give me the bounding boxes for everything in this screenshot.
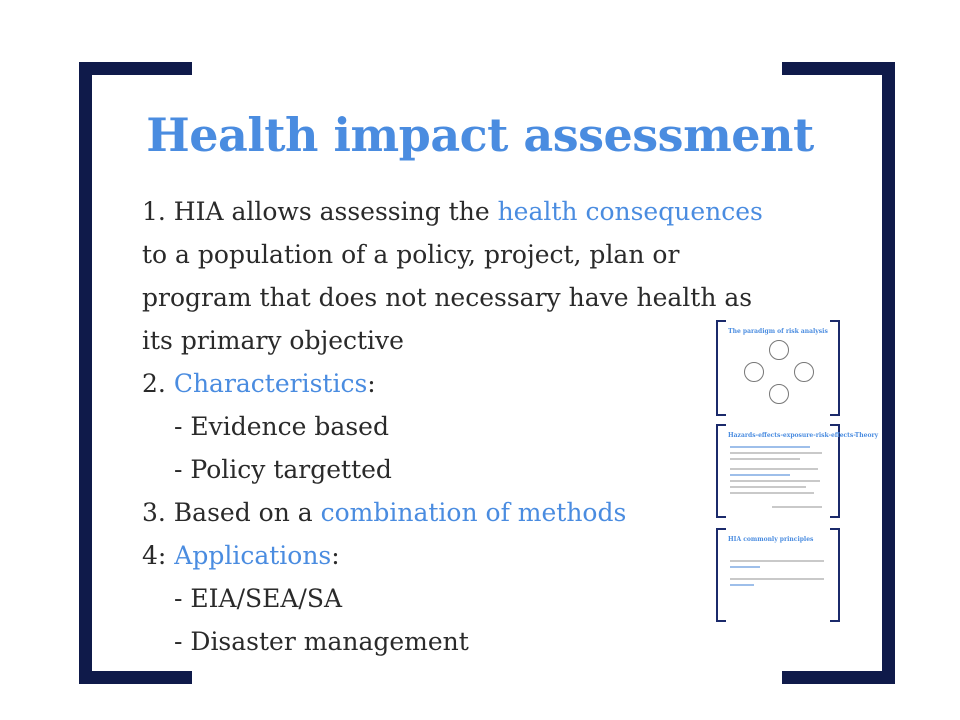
point-1-line-1 <box>142 190 782 233</box>
thumbnail-bracket <box>716 320 726 416</box>
point-4-suffix: : <box>331 541 340 570</box>
point-1-prefix: 1. HIA allows assessing the <box>142 197 498 226</box>
point-1-line-3: program that does not necessary have health as <box>142 283 753 312</box>
point-2-item: - Evidence based <box>174 412 389 441</box>
point-2 <box>142 362 782 405</box>
point-1-line-2: to a population of a policy, project, plan or <box>142 240 680 269</box>
point-4-item: - Disaster management <box>174 627 469 656</box>
point-4-item: - EIA/SEA/SA <box>174 584 343 613</box>
thumbnail-hazards-theory[interactable] <box>716 424 879 518</box>
point-3-prefix: 3. Based on a <box>142 498 321 527</box>
thumbnail-title: The paradigm of risk analysis <box>728 328 828 335</box>
thumbnail-bracket <box>716 528 726 622</box>
point-3 <box>142 491 782 534</box>
thumbnail-title: HIA commonly principles <box>728 536 814 543</box>
thumbnail-bracket <box>716 424 726 518</box>
thumbnail-risk-paradigm[interactable] <box>716 320 840 416</box>
slide-body <box>142 190 782 663</box>
point-2-prefix: 2. <box>142 369 174 398</box>
point-2-item: - Policy targetted <box>174 455 392 484</box>
point-2-highlight: Characteristics <box>173 369 368 398</box>
thumbnail-title: Hazards-effects-exposure-risk-effects-Theory <box>728 432 879 439</box>
thumbnail-bracket <box>830 528 840 622</box>
point-2-suffix: : <box>367 369 376 398</box>
thumbnail-hia-principles[interactable] <box>716 528 840 622</box>
point-1-highlight: health consequences <box>497 197 763 226</box>
point-4 <box>142 534 782 577</box>
thumbnail-bracket <box>830 320 840 416</box>
slide-title: Health impact assessment <box>146 108 814 162</box>
point-4-highlight: Applications <box>174 541 332 570</box>
point-3-highlight: combination of methods <box>320 498 627 527</box>
point-4-prefix: 4: <box>142 541 175 570</box>
point-1-line-4: its primary objective <box>142 326 404 355</box>
